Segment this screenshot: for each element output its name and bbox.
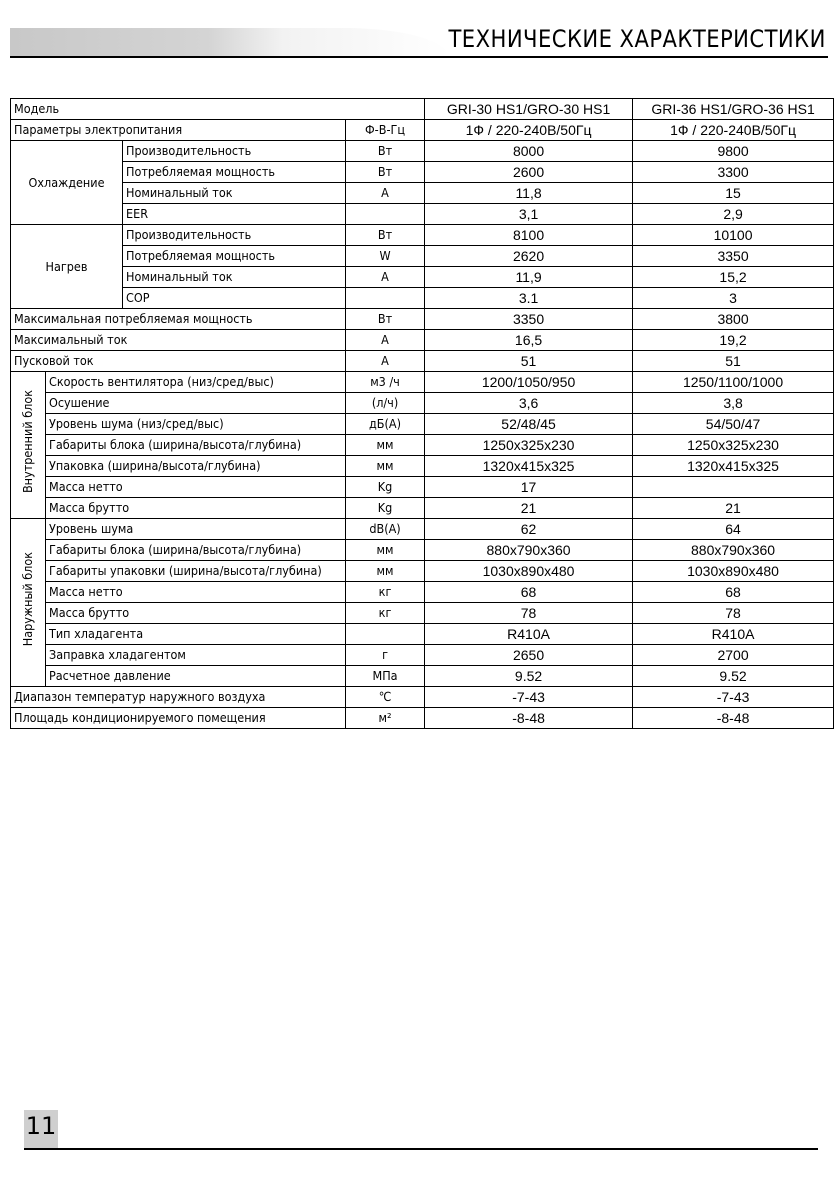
unit-cell xyxy=(346,288,425,309)
unit-cell xyxy=(346,624,425,645)
value-model-2: 3800 xyxy=(633,309,834,330)
value-model-2: 1320x415x325 xyxy=(633,456,834,477)
table-row xyxy=(11,225,834,246)
value-model-2: 880x790x360 xyxy=(633,540,834,561)
unit-cell: А xyxy=(346,267,425,288)
row-label: Уровень шума xyxy=(46,519,346,540)
row-label: Масса нетто xyxy=(46,477,346,498)
table-row xyxy=(11,141,834,162)
row-label: Номинальный ток xyxy=(123,267,346,288)
table-row xyxy=(11,393,834,414)
unit-cell xyxy=(346,204,425,225)
value-model-1: 8100 xyxy=(425,225,633,246)
table-row xyxy=(11,414,834,435)
row-label: Уровень шума (низ/сред/выс) xyxy=(46,414,346,435)
table-row xyxy=(11,498,834,519)
table-row xyxy=(11,99,834,120)
value-model-1: 21 xyxy=(425,498,633,519)
value-model-2: 51 xyxy=(633,351,834,372)
table-row xyxy=(11,372,834,393)
value-model-1: 1250x325x230 xyxy=(425,435,633,456)
value-model-1: 2650 xyxy=(425,645,633,666)
indoor-unit-group-label-text: Внутренний блок xyxy=(20,390,35,494)
value-model-2: -8-48 xyxy=(633,708,834,729)
value-model-2: -7-43 xyxy=(633,687,834,708)
unit-cell: мм xyxy=(346,540,425,561)
value-model-2: 15,2 xyxy=(633,267,834,288)
row-label: Осушение xyxy=(46,393,346,414)
table-row xyxy=(11,288,834,309)
value-model-1: 16,5 xyxy=(425,330,633,351)
value-model-2: 3300 xyxy=(633,162,834,183)
unit-cell: (л/ч) xyxy=(346,393,425,414)
footer-divider xyxy=(24,1148,818,1150)
unit-cell: Вт xyxy=(346,162,425,183)
value-model-2: 15 xyxy=(633,183,834,204)
value-model-1: 11,8 xyxy=(425,183,633,204)
unit-cell: м² xyxy=(346,708,425,729)
value-model-1: 78 xyxy=(425,603,633,624)
value-model-1: 1200/1050/950 xyxy=(425,372,633,393)
row-label: Габариты блока (ширина/высота/глубина) xyxy=(46,540,346,561)
page-number: 11 xyxy=(25,1112,57,1140)
value-model-2: 1250x325x230 xyxy=(633,435,834,456)
row-label: COP xyxy=(123,288,346,309)
value-model-2: 68 xyxy=(633,582,834,603)
table-row xyxy=(11,540,834,561)
table-row xyxy=(11,519,834,540)
table-row xyxy=(11,603,834,624)
model-label: Модель xyxy=(11,99,425,120)
value-model-1: 2600 xyxy=(425,162,633,183)
value-model-1: 2620 xyxy=(425,246,633,267)
value-model-1: 3.1 xyxy=(425,288,633,309)
table-row xyxy=(11,624,834,645)
unit-cell: dB(A) xyxy=(346,519,425,540)
table-row xyxy=(11,708,834,729)
unit-cell: кг xyxy=(346,582,425,603)
value-model-2: 78 xyxy=(633,603,834,624)
value-model-1: -7-43 xyxy=(425,687,633,708)
value-model-2: 3350 xyxy=(633,246,834,267)
table-row xyxy=(11,183,834,204)
row-label: Масса брутто xyxy=(46,498,346,519)
value-model-1: 3,6 xyxy=(425,393,633,414)
value-model-2: 9800 xyxy=(633,141,834,162)
value-model-2: 2,9 xyxy=(633,204,834,225)
unit-cell: кг xyxy=(346,603,425,624)
cooling-group-label: Охлаждение xyxy=(11,141,123,225)
unit-cell: А xyxy=(346,330,425,351)
value-model-2: 2700 xyxy=(633,645,834,666)
row-label: Диапазон температур наружного воздуха xyxy=(11,687,346,708)
unit-cell: Kg xyxy=(346,477,425,498)
outdoor-unit-group-label-text: Наружный блок xyxy=(20,552,35,647)
row-label: Масса брутто xyxy=(46,603,346,624)
unit-cell: Kg xyxy=(346,498,425,519)
table-row xyxy=(11,435,834,456)
value-model-2: 64 xyxy=(633,519,834,540)
table-row xyxy=(11,204,834,225)
row-label: Номинальный ток xyxy=(123,183,346,204)
row-label: Габариты блока (ширина/высота/глубина) xyxy=(46,435,346,456)
value-model-2: 3 xyxy=(633,288,834,309)
value-model-1: 1Ф / 220-240В/50Гц xyxy=(425,120,633,141)
table-row xyxy=(11,666,834,687)
value-model-2: 10100 xyxy=(633,225,834,246)
unit-cell: А xyxy=(346,351,425,372)
value-model-1: 8000 xyxy=(425,141,633,162)
unit-cell: ℃ xyxy=(346,687,425,708)
table-row xyxy=(11,246,834,267)
value-model-2: 21 xyxy=(633,498,834,519)
model-1-header: GRI-30 HS1/GRO-30 HS1 xyxy=(425,99,633,120)
value-model-1: 1030x890x480 xyxy=(425,561,633,582)
row-label: Пусковой ток xyxy=(11,351,346,372)
row-label: Максимальный ток xyxy=(11,330,346,351)
row-label: Производительность xyxy=(123,141,346,162)
unit-cell: Ф-В-Гц xyxy=(346,120,425,141)
specifications-table xyxy=(10,98,834,729)
unit-cell: W xyxy=(346,246,425,267)
row-label: Потребляемая мощность xyxy=(123,162,346,183)
value-model-1: 68 xyxy=(425,582,633,603)
value-model-2: 19,2 xyxy=(633,330,834,351)
unit-cell: Вт xyxy=(346,309,425,330)
unit-cell: дБ(А) xyxy=(346,414,425,435)
table-row xyxy=(11,309,834,330)
unit-cell: А xyxy=(346,183,425,204)
row-label: Скорость вентилятора (низ/сред/выс) xyxy=(46,372,346,393)
row-label: Тип хладагента xyxy=(46,624,346,645)
table-row xyxy=(11,351,834,372)
unit-cell: м3 /ч xyxy=(346,372,425,393)
row-label: Габариты упаковки (ширина/высота/глубина) xyxy=(46,561,346,582)
value-model-1: -8-48 xyxy=(425,708,633,729)
unit-cell: мм xyxy=(346,456,425,477)
value-model-2: 3,8 xyxy=(633,393,834,414)
value-model-1: 9.52 xyxy=(425,666,633,687)
table-row xyxy=(11,477,834,498)
table-row xyxy=(11,561,834,582)
value-model-2: 1Ф / 220-240В/50Гц xyxy=(633,120,834,141)
table-row xyxy=(11,582,834,603)
value-model-1: 880x790x360 xyxy=(425,540,633,561)
value-model-1: R410A xyxy=(425,624,633,645)
row-label: Заправка хладагентом xyxy=(46,645,346,666)
unit-cell: г xyxy=(346,645,425,666)
value-model-2: 1250/1100/1000 xyxy=(633,372,834,393)
value-model-2: 1030x890x480 xyxy=(633,561,834,582)
unit-cell: Вт xyxy=(346,225,425,246)
value-model-1: 3,1 xyxy=(425,204,633,225)
value-model-1: 11,9 xyxy=(425,267,633,288)
row-label: EER xyxy=(123,204,346,225)
table-row xyxy=(11,162,834,183)
value-model-1: 51 xyxy=(425,351,633,372)
value-model-2: 9.52 xyxy=(633,666,834,687)
value-model-1: 52/48/45 xyxy=(425,414,633,435)
value-model-2: 54/50/47 xyxy=(633,414,834,435)
outdoor-unit-group-label xyxy=(11,519,46,687)
table-row xyxy=(11,120,834,141)
indoor-unit-group-label xyxy=(11,372,46,519)
row-label: Масса нетто xyxy=(46,582,346,603)
unit-cell: Вт xyxy=(346,141,425,162)
value-model-2: R410A xyxy=(633,624,834,645)
row-label: Производительность xyxy=(123,225,346,246)
table-row xyxy=(11,330,834,351)
row-label: Расчетное давление xyxy=(46,666,346,687)
row-label: Потребляемая мощность xyxy=(123,246,346,267)
model-2-header: GRI-36 HS1/GRO-36 HS1 xyxy=(633,99,834,120)
value-model-1: 17 xyxy=(425,477,633,498)
row-label: Площадь кондиционируемого помещения xyxy=(11,708,346,729)
row-label: Упаковка (ширина/высота/глубина) xyxy=(46,456,346,477)
heating-group-label: Нагрев xyxy=(11,225,123,309)
unit-cell: мм xyxy=(346,435,425,456)
value-model-1: 3350 xyxy=(425,309,633,330)
value-model-1: 1320x415x325 xyxy=(425,456,633,477)
unit-cell: мм xyxy=(346,561,425,582)
row-label: Максимальная потребляемая мощность xyxy=(11,309,346,330)
value-model-2 xyxy=(633,477,834,498)
unit-cell: МПа xyxy=(346,666,425,687)
table-row xyxy=(11,687,834,708)
page-title: ТЕХНИЧЕСКИЕ ХАРАКТЕРИСТИКИ xyxy=(448,25,826,53)
table-row xyxy=(11,645,834,666)
table-row xyxy=(11,267,834,288)
table-row xyxy=(11,456,834,477)
value-model-1: 62 xyxy=(425,519,633,540)
row-label: Параметры электропитания xyxy=(11,120,346,141)
